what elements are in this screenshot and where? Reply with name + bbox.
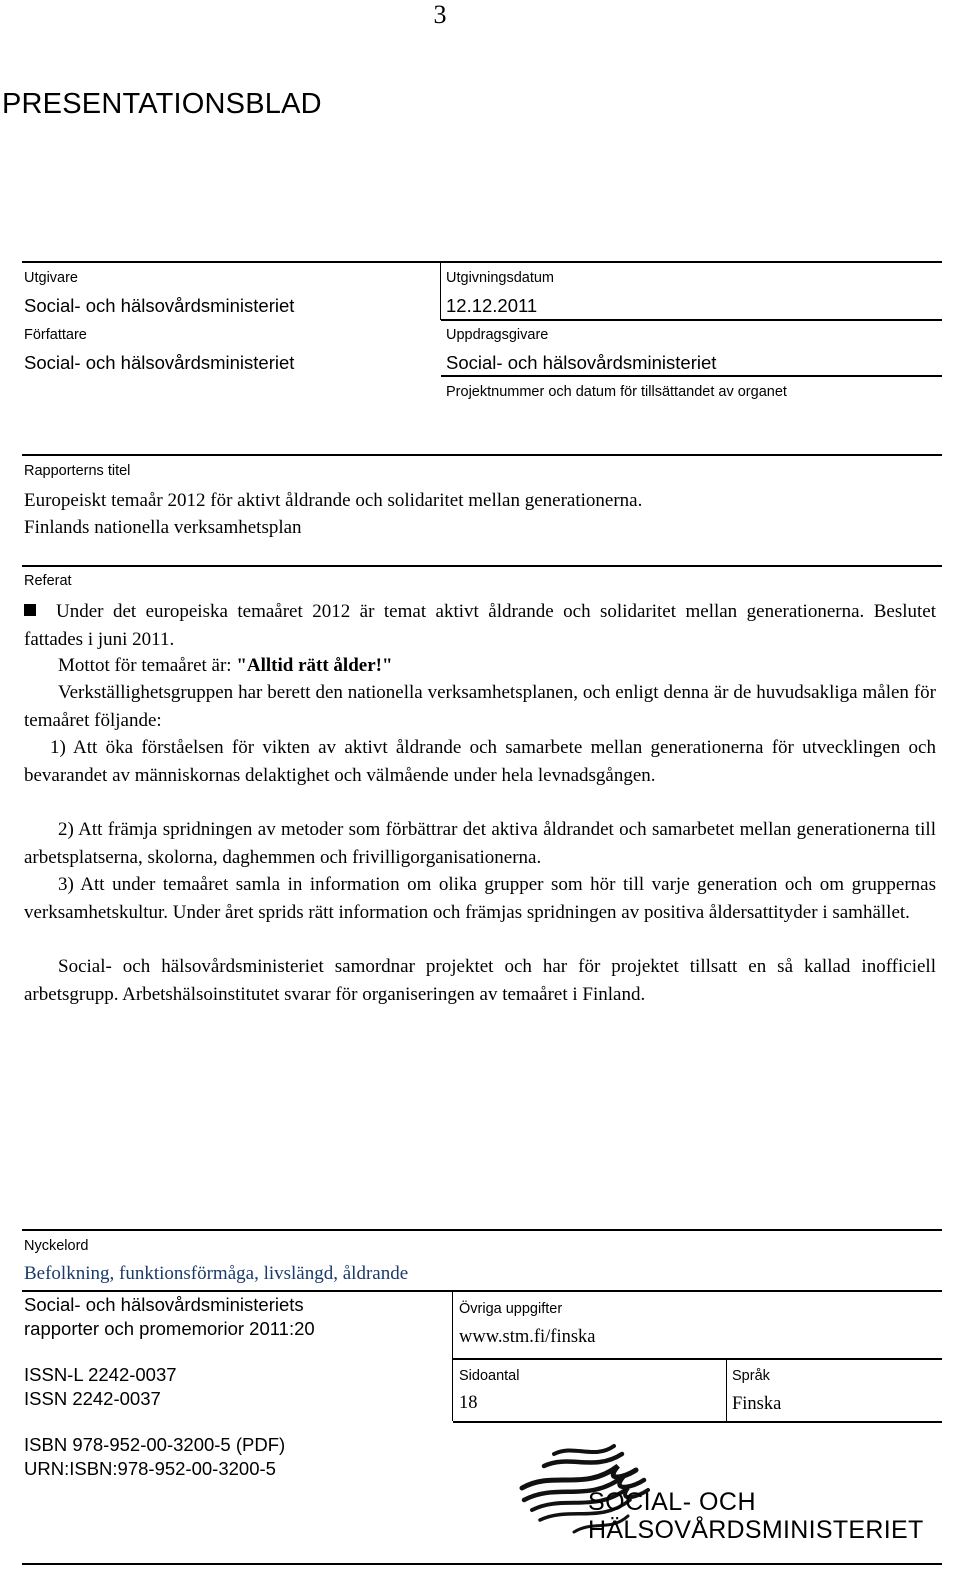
header-divider [440, 262, 441, 320]
series-line1: Social- och hälsovårdsministeriets [24, 1294, 304, 1315]
referat-paragraph-7: Social- och hälsovårdsministeriet samordnar projektet och har för projektet tillsatt en så kallad inofficiell arbetsgrupp. Arbetshälsoinstitutet svarar för organiseringen av temaåret i Finland. [24, 956, 936, 1005]
issn-l: ISSN-L 2242-0037 [24, 1364, 177, 1385]
referat-paragraph-6: 3) Att under temaåret samla in information om olika grupper som hör till varje generation och om gruppernas verksamhetskultur. Under året sprids rätt information och främjas spridningen av positiva åldersattityder i samhället. [24, 874, 936, 923]
utgivare-value: Social- och hälsovårdsministeriet [24, 295, 295, 316]
referat-paragraph-4: 1) Att öka förståelsen för vikten av aktivt åldrande och samarbete mellan generationerna för utvecklingen och bevarandet av människornas delaktighet och välmående under hela levnadsgången. [24, 737, 936, 786]
ovriga-value: www.stm.fi/finska [459, 1327, 596, 1347]
nyckelord-value: Befolkning, funktionsförmåga, livslängd, åldrande [24, 1263, 409, 1284]
forfattare-value: Social- och hälsovårdsministeriet [24, 352, 295, 373]
utgivare-label: Utgivare [24, 270, 78, 286]
utgivningsdatum-value: 12.12.2011 [446, 295, 538, 316]
series-line2: rapporter och promemorior 2011:20 [24, 1318, 315, 1339]
sprak-label: Språk [732, 1368, 770, 1384]
referat-paragraph-2: Mottot för temaåret är: "Alltid rätt ålder!" [58, 655, 393, 676]
page-number: 3 [433, 0, 447, 29]
sprak-rule [453, 1421, 942, 1423]
footer-top-rule [22, 1229, 942, 1231]
bullet-square-icon [24, 604, 36, 616]
nyckelord-rule [22, 1290, 942, 1292]
title-rule [22, 454, 942, 456]
urn: URN:ISBN:978-952-00-3200-5 [24, 1458, 276, 1479]
projektnummer-label: Projektnummer och datum för tillsättandet av organet [446, 384, 787, 400]
nyckelord-label: Nyckelord [24, 1238, 89, 1254]
report-title-line2: Finlands nationella verksamhetsplan [24, 517, 302, 538]
ovriga-rule [453, 1358, 942, 1360]
report-title-line1: Europeiskt temaår 2012 för aktivt åldrande och solidaritet mellan generationerna. [24, 490, 643, 511]
referat-paragraph-1: Under det europeiska temaåret 2012 är temat aktivt åldrande och solidaritet mellan generationerna. Beslutet fattades i juni 2011. [24, 601, 936, 650]
report-title-label: Rapporterns titel [24, 463, 131, 479]
footer-bottom-rule [22, 1563, 942, 1565]
sidoantal-value: 18 [459, 1393, 478, 1413]
sidoantal-label: Sidoantal [459, 1368, 520, 1384]
date-rule [441, 319, 942, 321]
header-top-rule [22, 261, 942, 263]
utgivningsdatum-label: Utgivningsdatum [446, 270, 554, 286]
logo-line1: SOCIAL- OCH [588, 1488, 757, 1516]
sprak-value: Finska [732, 1394, 782, 1414]
uppdragsgivare-label: Uppdragsgivare [446, 327, 549, 343]
issn: ISSN 2242-0037 [24, 1388, 161, 1409]
referat-rule [22, 565, 942, 567]
referat-paragraph-3: Verkställighetsgruppen har berett den nationella verksamhetsplanen, och enligt denna är de huvudsakliga målen för temaåret följande: [24, 682, 936, 731]
isbn: ISBN 978-952-00-3200-5 (PDF) [24, 1434, 286, 1455]
uppdragsgivare-rule [441, 375, 942, 377]
referat-paragraph-5: 2) Att främja spridningen av metoder som förbättrar det aktiva åldrandet och samarbetet mellan generationerna till arbetsplatserna, skolorna, daghemmen och frivilligorganisationerna. [24, 819, 936, 868]
footer-divider [452, 1291, 453, 1421]
sidoantal-divider [726, 1359, 727, 1421]
uppdragsgivare-value: Social- och hälsovårdsministeriet [446, 352, 717, 373]
forfattare-label: Författare [24, 327, 87, 343]
page-title: PRESENTATIONSBLAD [2, 88, 322, 120]
ovriga-label: Övriga uppgifter [459, 1301, 563, 1317]
logo-line2: HÄLSOVÅRDSMINISTERIET [588, 1516, 924, 1544]
referat-label: Referat [24, 573, 72, 589]
ministry-logo [514, 1440, 944, 1550]
